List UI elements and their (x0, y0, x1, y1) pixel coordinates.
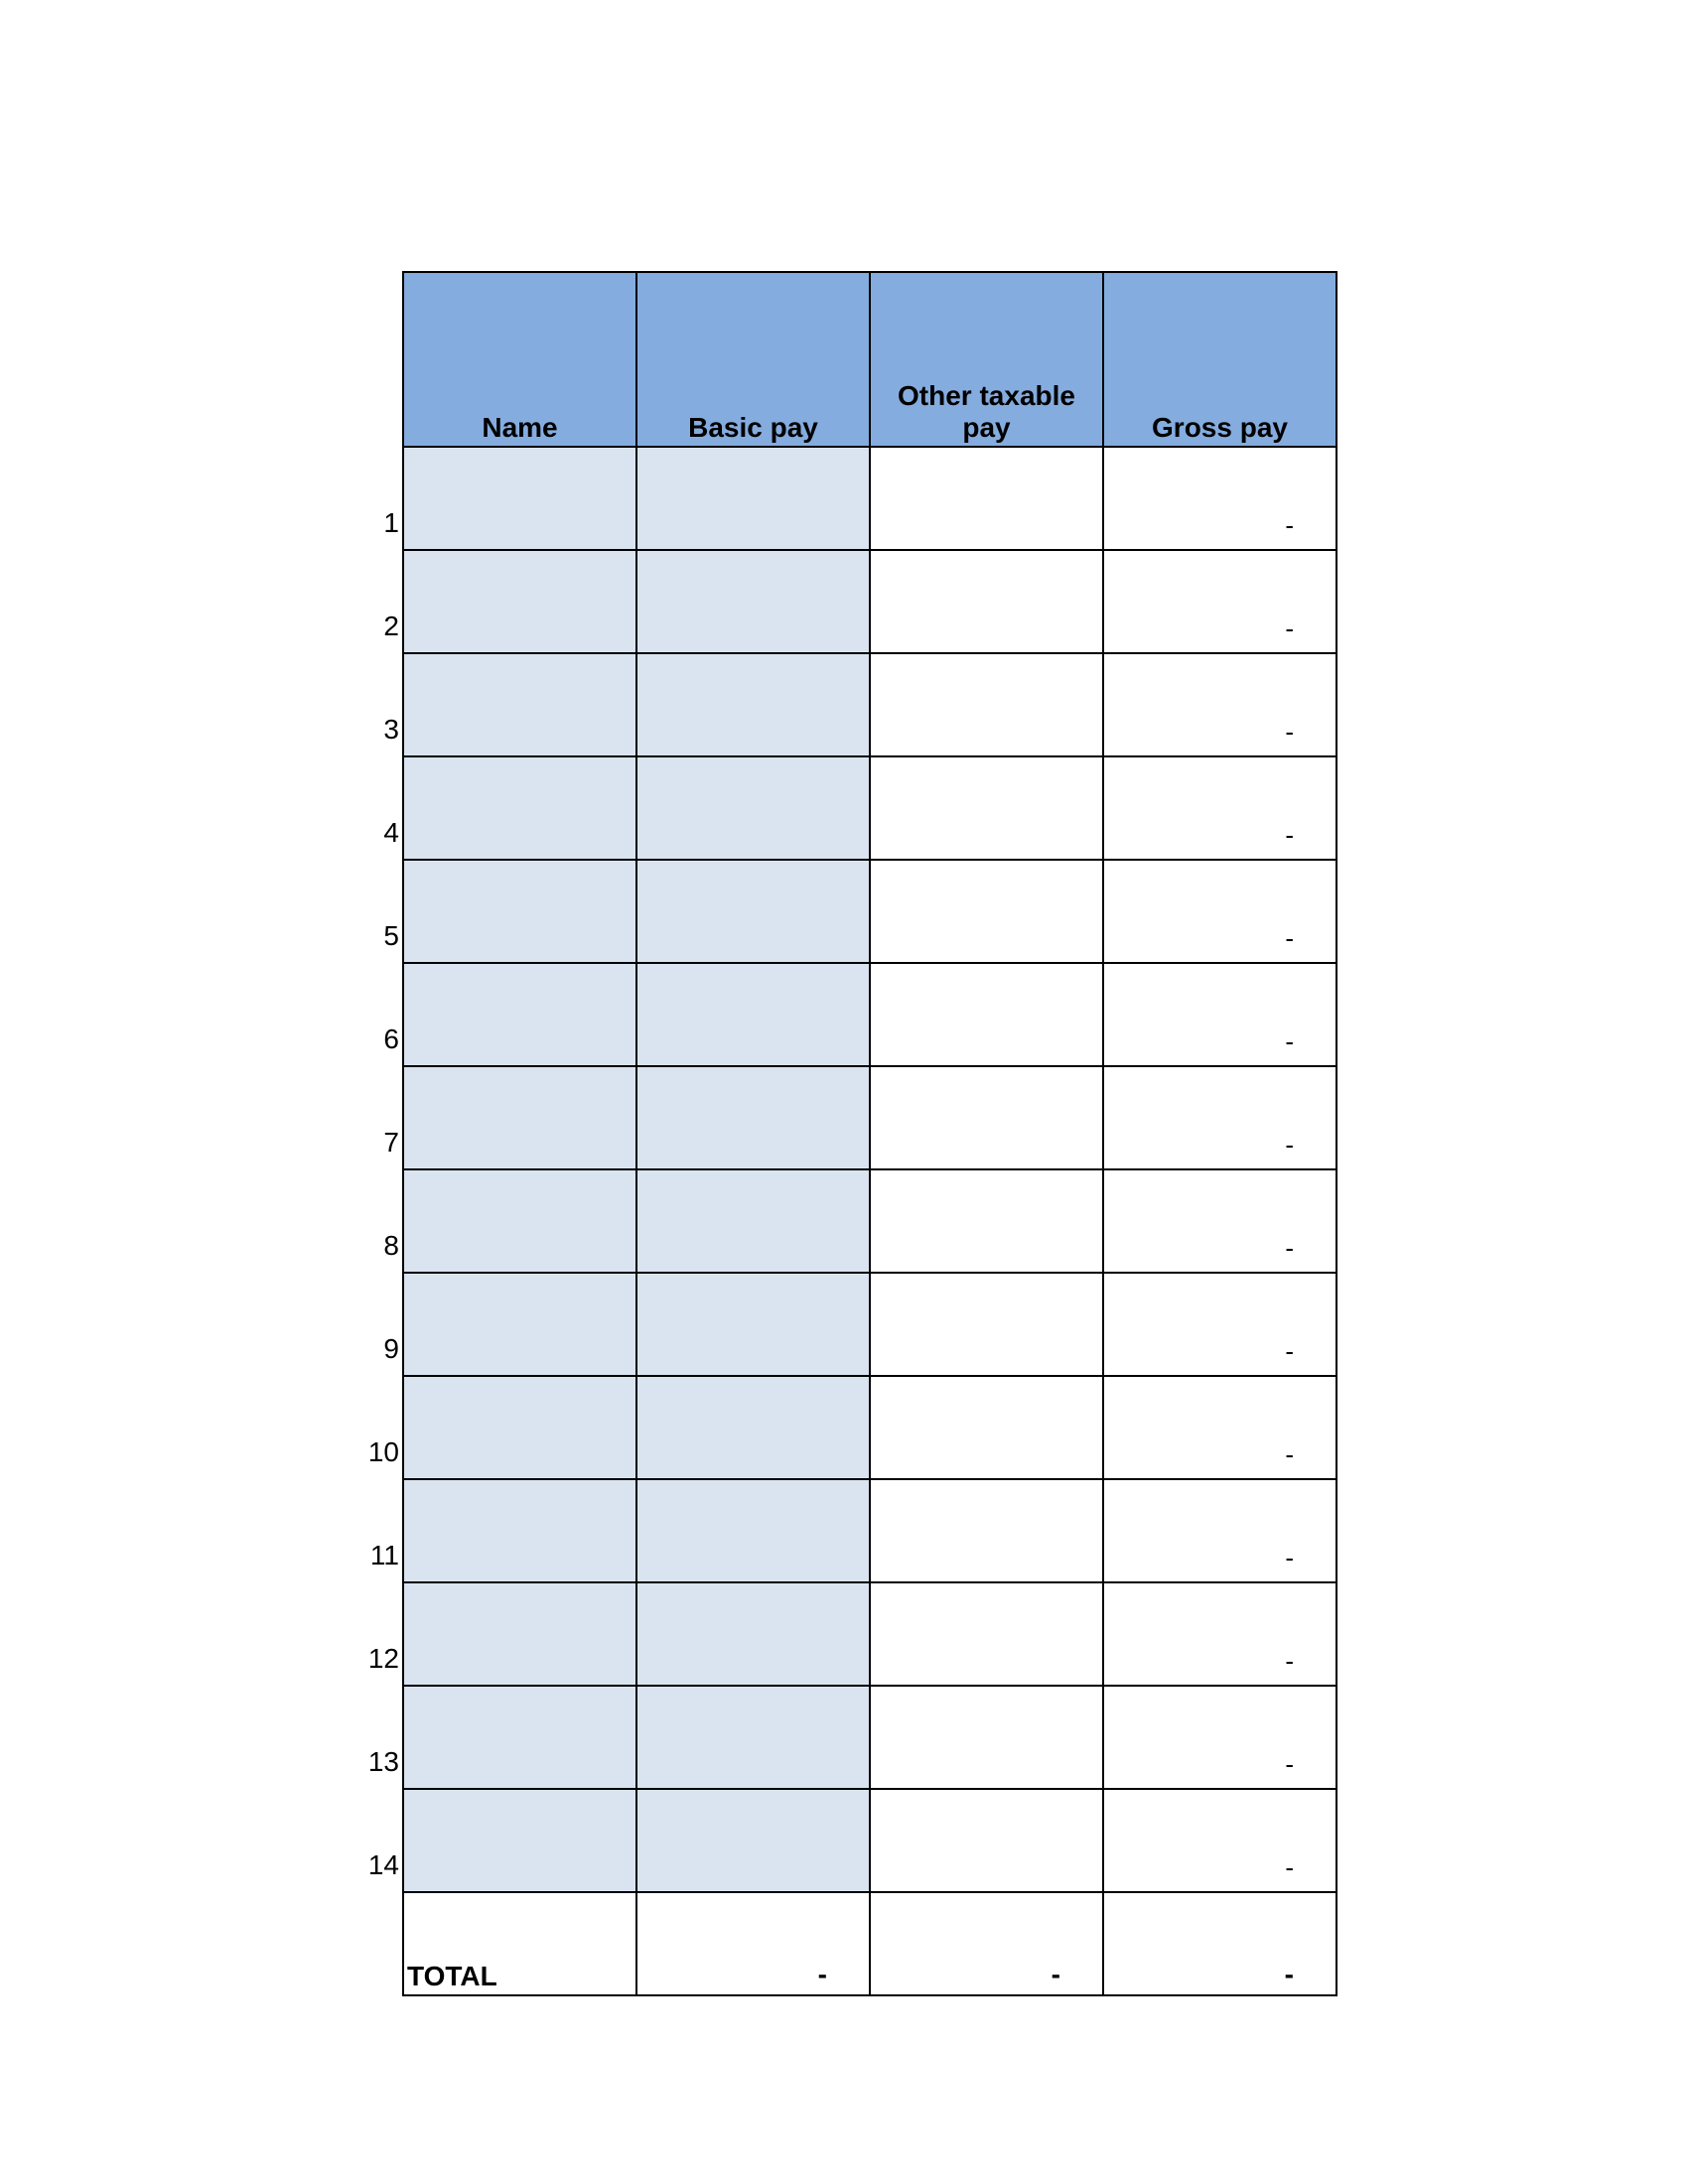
header-basic-pay: Basic pay (636, 272, 870, 447)
gross-pay-cell: - (1103, 963, 1336, 1066)
total-row (403, 1892, 1336, 1995)
basic-pay-cell[interactable] (636, 756, 870, 860)
name-cell[interactable] (403, 1582, 636, 1686)
payroll-table (402, 271, 1337, 1996)
other-taxable-pay-cell[interactable] (870, 653, 1103, 756)
header-gross-pay: Gross pay (1103, 272, 1336, 447)
row-number: 1 (383, 507, 399, 538)
header-other-taxable-pay: Other taxable pay (870, 272, 1103, 447)
gross-pay-cell: - (1103, 1169, 1336, 1273)
row-number: 8 (383, 1230, 399, 1261)
basic-pay-cell[interactable] (636, 1169, 870, 1273)
name-cell[interactable] (403, 1479, 636, 1582)
total-gross-pay: - (1103, 1892, 1336, 1995)
row-number: 5 (383, 920, 399, 951)
basic-pay-cell[interactable] (636, 1479, 870, 1582)
table-row (403, 1582, 1336, 1686)
row-number: 9 (383, 1333, 399, 1364)
name-cell[interactable] (403, 963, 636, 1066)
other-taxable-pay-cell[interactable] (870, 1789, 1103, 1892)
basic-pay-cell[interactable] (636, 1582, 870, 1686)
other-taxable-pay-cell[interactable] (870, 1169, 1103, 1273)
name-cell[interactable] (403, 550, 636, 653)
table-row (403, 1169, 1336, 1273)
header-name: Name (403, 272, 636, 447)
basic-pay-cell[interactable] (636, 1789, 870, 1892)
other-taxable-pay-cell[interactable] (870, 963, 1103, 1066)
table-row (403, 860, 1336, 963)
other-taxable-pay-cell[interactable] (870, 1066, 1103, 1169)
row-number: 2 (383, 611, 399, 641)
other-taxable-pay-cell[interactable] (870, 1376, 1103, 1479)
total-label: TOTAL (403, 1892, 636, 1995)
other-taxable-pay-cell[interactable] (870, 1582, 1103, 1686)
basic-pay-cell[interactable] (636, 860, 870, 963)
basic-pay-cell[interactable] (636, 963, 870, 1066)
gross-pay-cell: - (1103, 1582, 1336, 1686)
table-row (403, 756, 1336, 860)
basic-pay-cell[interactable] (636, 447, 870, 550)
other-taxable-pay-cell[interactable] (870, 860, 1103, 963)
row-number: 14 (367, 1849, 399, 1880)
basic-pay-cell[interactable] (636, 1273, 870, 1376)
row-number: 12 (367, 1643, 399, 1674)
gross-pay-cell: - (1103, 756, 1336, 860)
basic-pay-cell[interactable] (636, 1376, 870, 1479)
total-other-taxable-pay: - (870, 1892, 1103, 1995)
table-row (403, 1789, 1336, 1892)
row-number: 10 (367, 1436, 399, 1467)
gross-pay-cell: - (1103, 1686, 1336, 1789)
other-taxable-pay-cell[interactable] (870, 1479, 1103, 1582)
table-row (403, 1273, 1336, 1376)
table-row (403, 1479, 1336, 1582)
name-cell[interactable] (403, 1273, 636, 1376)
gross-pay-cell: - (1103, 1376, 1336, 1479)
row-number: 3 (383, 714, 399, 745)
header-row (403, 272, 1336, 447)
gross-pay-cell: - (1103, 550, 1336, 653)
name-cell[interactable] (403, 756, 636, 860)
name-cell[interactable] (403, 1789, 636, 1892)
other-taxable-pay-cell[interactable] (870, 447, 1103, 550)
name-cell[interactable] (403, 1169, 636, 1273)
other-taxable-pay-cell[interactable] (870, 1686, 1103, 1789)
other-taxable-pay-cell[interactable] (870, 756, 1103, 860)
table-row (403, 1686, 1336, 1789)
row-number: 4 (383, 817, 399, 848)
gross-pay-cell: - (1103, 1479, 1336, 1582)
name-cell[interactable] (403, 860, 636, 963)
table-row (403, 1066, 1336, 1169)
name-cell[interactable] (403, 653, 636, 756)
name-cell[interactable] (403, 1376, 636, 1479)
table-row (403, 1376, 1336, 1479)
table-row (403, 653, 1336, 756)
gross-pay-cell: - (1103, 860, 1336, 963)
gross-pay-cell: - (1103, 447, 1336, 550)
other-taxable-pay-cell[interactable] (870, 1273, 1103, 1376)
other-taxable-pay-cell[interactable] (870, 550, 1103, 653)
gross-pay-cell: - (1103, 1273, 1336, 1376)
basic-pay-cell[interactable] (636, 1066, 870, 1169)
total-basic-pay: - (636, 1892, 870, 1995)
basic-pay-cell[interactable] (636, 550, 870, 653)
basic-pay-cell[interactable] (636, 1686, 870, 1789)
name-cell[interactable] (403, 1066, 636, 1169)
basic-pay-cell[interactable] (636, 653, 870, 756)
row-number: 11 (369, 1540, 399, 1570)
row-number: 6 (383, 1024, 399, 1054)
table-row (403, 550, 1336, 653)
name-cell[interactable] (403, 447, 636, 550)
table-row (403, 963, 1336, 1066)
row-number: 13 (367, 1746, 399, 1777)
table-row (403, 447, 1336, 550)
row-number: 7 (383, 1127, 399, 1158)
gross-pay-cell: - (1103, 653, 1336, 756)
name-cell[interactable] (403, 1686, 636, 1789)
gross-pay-cell: - (1103, 1789, 1336, 1892)
gross-pay-cell: - (1103, 1066, 1336, 1169)
